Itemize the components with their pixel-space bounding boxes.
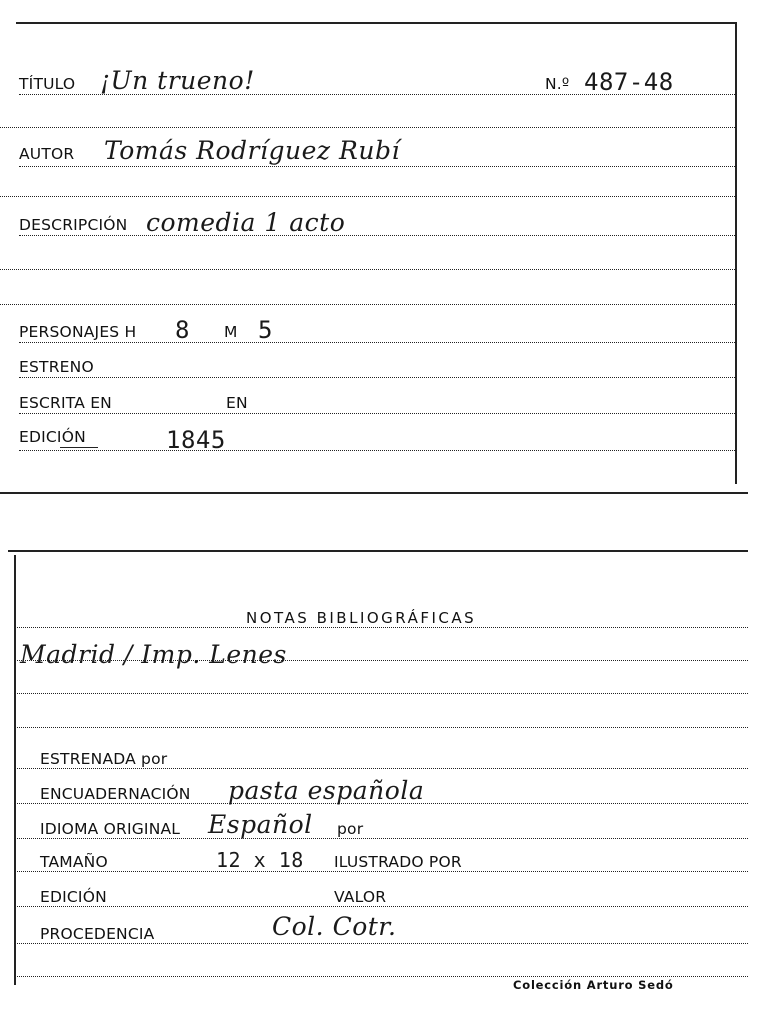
edicion2-line <box>14 906 748 907</box>
valor-label: VALOR <box>334 888 387 906</box>
idioma-label: IDIOMA ORIGINAL <box>40 820 181 838</box>
estreno-line <box>19 377 735 378</box>
card1-top-border <box>16 22 736 24</box>
estrenada-label: ESTRENADA por <box>40 750 168 768</box>
edicion-value: 1845 <box>166 426 226 454</box>
escrita-line <box>19 413 735 414</box>
tamano-label: TAMAÑO <box>40 853 108 871</box>
blank-line-6 <box>14 727 748 728</box>
blank-line-5 <box>14 693 748 694</box>
idioma-por-label: por <box>337 820 364 838</box>
titulo-label: TÍTULO <box>19 75 76 93</box>
escrita-en-label: EN <box>226 394 248 412</box>
escrita-label: ESCRITA EN <box>19 394 112 412</box>
idioma-line <box>14 838 748 839</box>
edicion-label: EDICIÓN <box>19 428 86 446</box>
blank-line-1 <box>0 127 735 128</box>
notas-line <box>14 627 748 628</box>
personajes-h-value: 8 <box>175 316 190 344</box>
card2-left-border <box>14 555 16 985</box>
edicion2-label: EDICIÓN <box>40 888 107 906</box>
titulo-value: ¡Un trueno! <box>100 66 255 95</box>
card1-bottom-rule <box>0 492 748 494</box>
numero-label: N.º <box>545 75 570 93</box>
encuadernacion-line <box>14 803 748 804</box>
encuadernacion-value: pasta española <box>228 776 425 805</box>
estreno-label: ESTRENO <box>19 358 94 376</box>
notas-value-line <box>14 660 748 661</box>
autor-value: Tomás Rodríguez Rubí <box>104 136 400 165</box>
blank-line-4 <box>0 304 735 305</box>
collection-footer: Colección Arturo Sedó <box>513 978 674 992</box>
notas-heading: NOTAS BIBLIOGRÁFICAS <box>246 609 477 627</box>
encuadernacion-label: ENCUADERNACIÓN <box>40 785 191 803</box>
estrenada-line <box>14 768 748 769</box>
card2-top-border <box>8 550 748 552</box>
autor-label: AUTOR <box>19 145 75 163</box>
edicion-line <box>19 450 735 451</box>
tamano-line <box>14 871 748 872</box>
tamano-value: 12 x 18 <box>216 848 304 872</box>
personajes-label: PERSONAJES H <box>19 323 137 341</box>
descripcion-value: comedia 1 acto <box>146 208 346 237</box>
numero-value: 487-48 <box>584 68 674 96</box>
descripcion-label: DESCRIPCIÓN <box>19 216 128 234</box>
titulo-line <box>19 94 735 95</box>
descripcion-line <box>19 235 735 236</box>
autor-line <box>19 166 735 167</box>
blank-line-3 <box>0 269 735 270</box>
ilustrado-label: ILUSTRADO POR <box>334 853 462 871</box>
personajes-line <box>19 342 735 343</box>
blank-line-7 <box>14 976 748 977</box>
procedencia-line <box>14 943 748 944</box>
card1-right-border <box>735 22 737 484</box>
personajes-m-label: M <box>224 323 238 341</box>
edicion-underline <box>60 447 98 448</box>
idioma-value: Español <box>208 810 313 839</box>
procedencia-value: Col. Cotr. <box>272 912 397 941</box>
procedencia-label: PROCEDENCIA <box>40 925 155 943</box>
notas-value: Madrid / Imp. Lenes <box>20 640 287 669</box>
personajes-m-value: 5 <box>258 316 273 344</box>
blank-line-2 <box>0 196 735 197</box>
